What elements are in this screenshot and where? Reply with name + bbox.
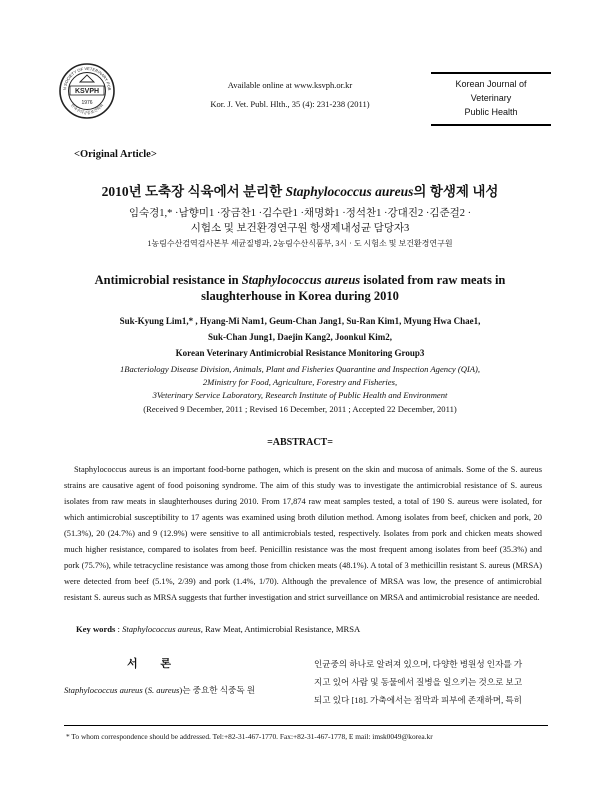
english-affil-line-1: 1Bacteriology Disease Division, Animals, Plant and Fisheries Quarantine and Inspection Agency (QIA), bbox=[119, 364, 481, 374]
english-title bbox=[60, 272, 540, 304]
intro-right-line-1: 인균중의 하나로 알려져 있으며, 다양한 병원성 인자를 가 bbox=[314, 659, 523, 669]
english-authors-line-3: Korean Veterinary Antimicrobial Resistance Monitoring Group3 bbox=[175, 348, 425, 358]
korean-title-species: Staphylococcus aureus bbox=[285, 184, 414, 199]
journal-line-3: Public Health bbox=[464, 107, 518, 117]
svg-text:KSVPH: KSVPH bbox=[74, 88, 100, 95]
keywords: Key words : Staphylococcus aureus, Raw Meat, Antimicrobial Resistance, MRSA bbox=[76, 624, 361, 634]
intro-heading: 서 론 bbox=[126, 658, 181, 670]
english-affiliations bbox=[60, 363, 540, 402]
korean-affiliation: 1농림수산검역검사본부 세균질병과, 2농림수산식품부, 3시 · 도 시험소 및 보건환경연구원 bbox=[147, 239, 453, 248]
korean-title bbox=[40, 180, 560, 200]
english-authors-line-1: Suk-Kyung Lim1,* , Hyang-Mi Nam1, Geum-Chan Jang1, Su-Ran Kim1, Myung Hwa Chae1, bbox=[119, 316, 481, 326]
english-authors bbox=[60, 313, 540, 361]
keywords-rest: Raw Meat, Antimicrobial Resistance, MRSA bbox=[202, 624, 361, 634]
english-title-line-1 bbox=[60, 272, 540, 288]
english-affil-line-3: 3Veterinary Service Laboratory, Research Institute of Public Health and Environment bbox=[152, 390, 448, 400]
intro-left-rest: )는 중요한 식중독 원 bbox=[179, 685, 256, 695]
citation: Kor. J. Vet. Publ. Hlth., 35 (4): 231-238 (2011) bbox=[210, 99, 370, 109]
footnote-divider bbox=[64, 725, 548, 726]
english-title-species: Staphylococcus aureus bbox=[241, 273, 361, 287]
english-authors-line-2: Suk-Chan Jung1, Daejin Kang2, Joonkul Kim2, bbox=[207, 332, 393, 342]
abstract-body: Staphylococcus aureus is an important food-borne pathogen, which is present on the skin and mucosa of animals. Some of the S. aureus strains are causative agent of food poisoning syndrome. The aim of this study was to investigate the antimicrobial resistance of S. aureus isolates from raw meats in slaughterhouses during 2010. From 17,874 raw meat samples tested, a total of 190 S. aureus were isolated, for which antimicrobial susceptibility to 17 agents was examined using broth dilution method. Among isolates from beef, chicken and pork, 20 (51.3%), 20 (24.7%) and 9 (12.9%) were sensitive to all antimicrobials tested, respectively. Isolates from pork and chicken meats showed much higher resistance, compared to isolates from beef. Penicillin resistance was the most frequent among isolates from beef (35.3%) and pork (75.7%), while tetracycline resistance was among those from chicken meats (48.1%). A total of 3 methicillin resistant S. aureus (MRSA) were detected from beef (5.1%, 2/39) and pork (1.4%, 1/70). Although the prevalence of MRSA was low, the presence of antimicrobial resistant S. aureus such as MRSA suggests that further investigation and strict surveillance on MRSA and antimicrobial resistance are needed. bbox=[64, 465, 542, 602]
svg-text:THE KOREAN SOCIETY OF VETERINA: N SOCIETY OF VETERINARY PUB bbox=[61, 65, 113, 91]
keywords-label: Key words bbox=[76, 624, 116, 634]
ksvph-seal-logo bbox=[58, 62, 116, 120]
keywords-species: Staphylococcus aureus, bbox=[122, 624, 203, 634]
received-dates: (Received 9 December, 2011 ; Revised 16 December, 2011 ; Accepted 22 December, 2011) bbox=[143, 404, 457, 414]
correspondence-footnote: * To whom correspondence should be addressed. Tel:+82-31-467-1770. Fax:+82-31-467-1778, E mail: imsk0049@korea.kr bbox=[66, 732, 433, 741]
korean-authors-line-2: 시험소 및 보건환경연구원 항생제내성균 담당자3 bbox=[190, 223, 410, 234]
abstract-heading: =ABSTRACT= bbox=[267, 437, 333, 448]
korean-title-post: 의 항생제 내성 bbox=[413, 184, 499, 199]
intro-right-line-2: 지고 있어 사람 및 동물에서 질병을 일으키는 것으로 보고 bbox=[314, 677, 523, 687]
intro-species-abbrev: S. aureus bbox=[147, 685, 180, 695]
article-type: <Original Article> bbox=[74, 149, 157, 160]
intro-species: Staphylococcus aureus bbox=[64, 685, 143, 695]
journal-line-1: Korean Journal of bbox=[455, 79, 527, 89]
intro-paren-open: ( bbox=[142, 685, 148, 695]
journal-box bbox=[431, 72, 551, 126]
available-online: Available online at www.ksvph.or.kr bbox=[227, 80, 353, 90]
english-title-line-2: slaughterhouse in Korea during 2010 bbox=[201, 289, 399, 303]
journal-line-2: Veterinary bbox=[470, 93, 512, 103]
english-title-pre: Antimicrobial resistance in bbox=[94, 273, 242, 287]
english-title-post: isolated from raw meats in bbox=[360, 273, 506, 287]
svg-text:1976: 1976 bbox=[81, 100, 93, 106]
korean-title-pre: 2010년 도축장 식육에서 분리한 bbox=[101, 184, 286, 199]
english-affil-line-2: 2Ministry for Food, Agriculture, Forestry and Fisheries, bbox=[202, 377, 398, 387]
korean-authors-line-1: 임숙경1,* ·남향미1 ·장금찬1 ·김수란1 ·채명화1 ·정석찬1 ·강대진2 ·김준걸2 · bbox=[128, 208, 472, 219]
intro-right-text bbox=[314, 655, 550, 709]
svg-text:한국수의공중보건학회: 한국수의공중보건학회 bbox=[69, 102, 105, 116]
intro-right-line-3: 되고 있다 [18]. 가축에서는 점막과 피부에 존재하며, 특히 bbox=[314, 695, 522, 705]
intro-left-text bbox=[64, 684, 304, 696]
